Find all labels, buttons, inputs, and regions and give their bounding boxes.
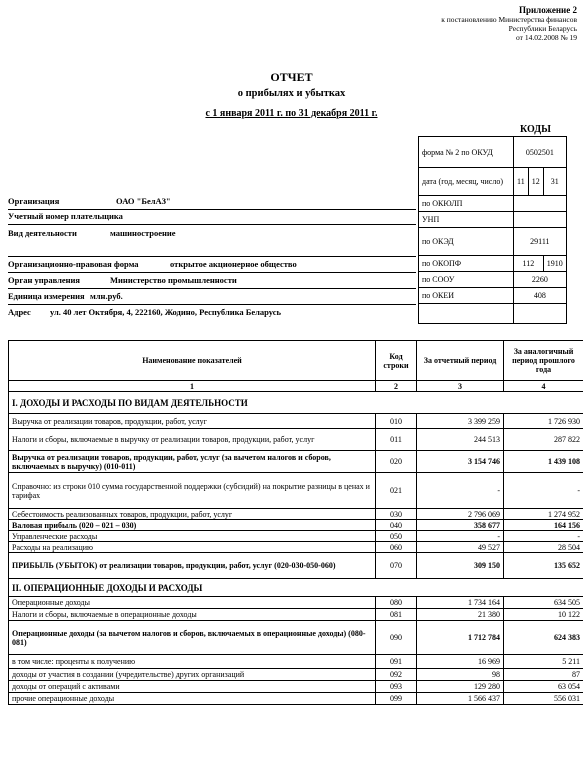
cell-cur: 358 677 — [417, 520, 504, 531]
section-header — [9, 392, 583, 414]
table-row — [9, 597, 583, 609]
cell-name: Операционные доходы (за вычетом налогов и сборов, включаемых в операционные доходы) (080-081) — [9, 621, 376, 655]
cell-prev: 5 211 — [504, 655, 583, 669]
cell-name: Расходы на реализацию — [9, 542, 376, 553]
section-title: II. ОПЕРАЦИОННЫЕ ДОХОДЫ И РАСХОДЫ — [9, 579, 583, 597]
col-num: 2 — [376, 381, 417, 392]
unit-row: Единица измерения млн.руб. — [8, 291, 416, 305]
code-value — [514, 212, 567, 228]
cell-code: 060 — [376, 542, 417, 553]
cell-name: Себестоимость реализованных товаров, продукции, работ, услуг — [9, 509, 376, 520]
org-name: ОАО "БелАЗ" — [116, 196, 171, 206]
cell-name: Выручка от реализации товаров, продукции, работ, услуг (за вычетом налогов и сборов, включаемых в выручку) (010-011) — [9, 451, 376, 473]
table-row — [9, 473, 583, 509]
address-row: Адрес ул. 40 лет Октября, 4, 222160, Жодино, Республика Беларусь — [8, 307, 282, 317]
table-row — [9, 669, 583, 681]
report-subtitle: о прибылях и убытках — [237, 88, 346, 99]
cell-cur: 49 527 — [417, 542, 504, 553]
report-table — [8, 340, 583, 705]
table-row — [9, 429, 583, 451]
code-label — [419, 304, 514, 324]
cell-prev: 1 274 952 — [504, 509, 583, 520]
cell-prev: 28 504 — [504, 542, 583, 553]
code-label: форма № 2 по ОКУД — [419, 137, 514, 168]
table-row — [9, 542, 583, 553]
cell-prev: 135 652 — [504, 553, 583, 579]
table-row — [9, 621, 583, 655]
cell-name: Справочно: из строки 010 сумма государственной поддержки (субсидий) на покрытие разницы в ценах и тарифах — [9, 473, 376, 509]
cell-code: 020 — [376, 451, 417, 473]
cell-prev: - — [504, 473, 583, 509]
appendix-line: к постановлению Министерства финансов — [441, 15, 577, 24]
cell-code: 021 — [376, 473, 417, 509]
code-label: УНП — [419, 212, 514, 228]
code-value-2: 1910 — [543, 256, 566, 272]
legal-form-row: Организационно-правовая форма открытое акционерное общество — [8, 259, 416, 273]
table-row — [9, 609, 583, 621]
cell-code: 093 — [376, 681, 417, 693]
codes-table — [418, 136, 567, 324]
col-header-code: Код строки — [376, 341, 417, 381]
cell-name: в том числе: проценты к получению — [9, 655, 376, 669]
cell-code: 050 — [376, 531, 417, 542]
cell-code: 099 — [376, 693, 417, 705]
org-row: Организация ОАО "БелАЗ" — [8, 196, 416, 210]
cell-name: Налоги и сборы, включаемые в выручку от реализации товаров, продукции, работ, услуг — [9, 429, 376, 451]
cell-name: прочие операционные доходы — [9, 693, 376, 705]
col-num: 1 — [9, 381, 376, 392]
cell-name: Операционные доходы — [9, 597, 376, 609]
report-title: ОТЧЕТ — [270, 70, 313, 84]
table-row — [9, 655, 583, 669]
cell-cur: - — [417, 531, 504, 542]
cell-cur: 1 566 437 — [417, 693, 504, 705]
col-header-name: Наименование показателей — [9, 341, 376, 381]
table-row — [9, 681, 583, 693]
cell-prev: 1 726 930 — [504, 414, 583, 429]
code-day: 31 — [543, 168, 566, 196]
table-row — [9, 531, 583, 542]
cell-code: 011 — [376, 429, 417, 451]
cell-cur: 21 380 — [417, 609, 504, 621]
cell-cur: 98 — [417, 669, 504, 681]
activity-row: Вид деятельности машиностроение — [8, 228, 416, 257]
col-num: 4 — [504, 381, 583, 392]
appendix-line: от 14.02.2008 № 19 — [516, 33, 577, 42]
cell-name: Выручка от реализации товаров, продукции, работ, услуг — [9, 414, 376, 429]
col-header-previous: За аналогичный период прошлого года — [504, 341, 583, 381]
cell-code: 040 — [376, 520, 417, 531]
cell-cur: 3 154 746 — [417, 451, 504, 473]
cell-name: Налоги и сборы, включаемые в операционные доходы — [9, 609, 376, 621]
cell-cur: 16 969 — [417, 655, 504, 669]
cell-cur: 1 712 784 — [417, 621, 504, 655]
table-row — [9, 520, 583, 531]
cell-prev: 10 122 — [504, 609, 583, 621]
cell-code: 090 — [376, 621, 417, 655]
cell-name: Валовая прибыль (020 – 021 – 030) — [9, 520, 376, 531]
cell-cur: 1 734 164 — [417, 597, 504, 609]
code-label: по ОКЭД — [419, 228, 514, 256]
table-row — [9, 693, 583, 705]
code-label: по ОКОПФ — [419, 256, 514, 272]
cell-prev: 87 — [504, 669, 583, 681]
section-title: I. ДОХОДЫ И РАСХОДЫ ПО ВИДАМ ДЕЯТЕЛЬНОСТИ — [9, 392, 583, 414]
cell-code: 010 — [376, 414, 417, 429]
cell-name: Управленческие расходы — [9, 531, 376, 542]
cell-code: 030 — [376, 509, 417, 520]
cell-cur: 2 796 069 — [417, 509, 504, 520]
cell-prev: - — [504, 531, 583, 542]
code-label: по СООУ — [419, 272, 514, 288]
gov-body-row: Орган управления Министерство промышленности — [8, 275, 416, 289]
code-label: дата (год, месяц, число) — [419, 168, 514, 196]
code-value: 0502501 — [514, 137, 567, 168]
cell-code: 091 — [376, 655, 417, 669]
codes-header: КОДЫ — [520, 124, 551, 135]
unp-row: Учетный номер плательщика — [8, 211, 416, 225]
cell-prev: 624 383 — [504, 621, 583, 655]
table-row — [9, 553, 583, 579]
cell-cur: 244 513 — [417, 429, 504, 451]
code-label: по ОКЕИ — [419, 288, 514, 304]
report-period: с 1 января 2011 г. по 31 декабря 2011 г. — [205, 108, 378, 119]
cell-cur: 309 150 — [417, 553, 504, 579]
cell-prev: 164 156 — [504, 520, 583, 531]
code-value — [514, 196, 567, 212]
cell-prev: 556 031 — [504, 693, 583, 705]
col-header-current: За отчетный период — [417, 341, 504, 381]
cell-prev: 63 054 — [504, 681, 583, 693]
cell-prev: 287 822 — [504, 429, 583, 451]
code-year: 11 — [514, 168, 529, 196]
code-month: 12 — [528, 168, 543, 196]
table-row — [9, 451, 583, 473]
cell-name: доходы от участия в создании (учредительстве) других организаций — [9, 669, 376, 681]
appendix-number: Приложение 2 — [518, 5, 577, 15]
cell-name: доходы от операций с активами — [9, 681, 376, 693]
cell-code: 081 — [376, 609, 417, 621]
table-row — [9, 509, 583, 520]
cell-cur: 129 280 — [417, 681, 504, 693]
code-value: 112 — [514, 256, 544, 272]
cell-cur: - — [417, 473, 504, 509]
col-num: 3 — [417, 381, 504, 392]
code-value: 2260 — [514, 272, 567, 288]
appendix-note — [397, 6, 577, 42]
cell-name: ПРИБЫЛЬ (УБЫТОК) от реализации товаров, продукции, работ, услуг (020-030-050-060) — [9, 553, 376, 579]
cell-code: 080 — [376, 597, 417, 609]
appendix-line: Республики Беларусь — [508, 24, 577, 33]
cell-code: 070 — [376, 553, 417, 579]
cell-cur: 3 399 259 — [417, 414, 504, 429]
code-label: по ОКЮЛП — [419, 196, 514, 212]
cell-code: 092 — [376, 669, 417, 681]
code-value — [514, 304, 567, 324]
code-value: 408 — [514, 288, 567, 304]
cell-prev: 634 505 — [504, 597, 583, 609]
cell-prev: 1 439 108 — [504, 451, 583, 473]
section-header — [9, 579, 583, 597]
table-row — [9, 414, 583, 429]
code-value: 29111 — [514, 228, 567, 256]
